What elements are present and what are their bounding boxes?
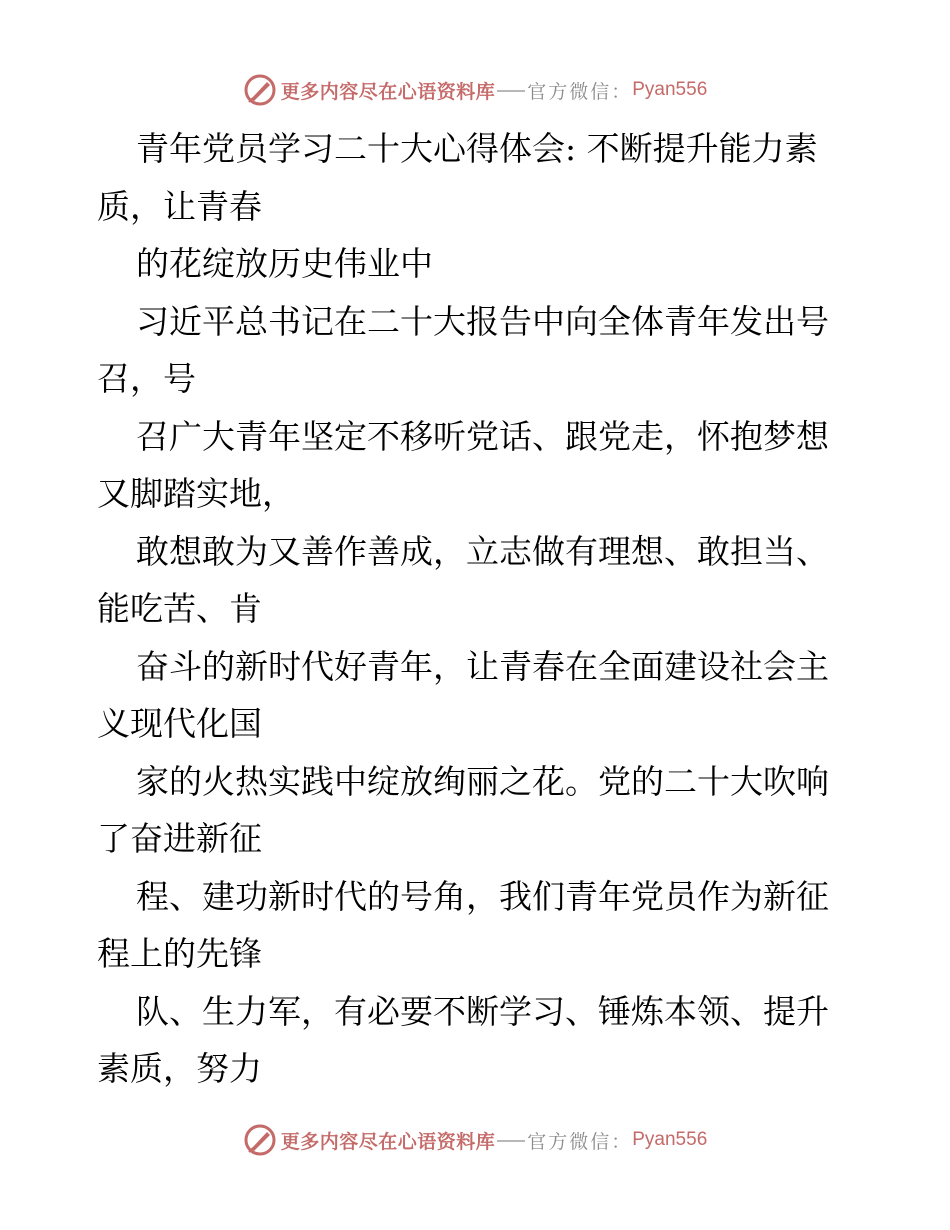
text-line: 敢想敢为又善作善成，立志做有理想、敢担当、 (136, 531, 829, 571)
text-line: 素质，努力 (97, 1049, 262, 1088)
watermark-main-text: 更多内容尽在心语资料库 (280, 1130, 496, 1153)
quill-logo-icon (243, 73, 277, 107)
text-line: 程、建功新时代的号角，我们青年党员作为新征 (136, 876, 829, 916)
text-line: 召广大青年坚定不移听党话、跟党走，怀抱梦想 (136, 416, 829, 456)
text-line: 能吃苦、肯 (97, 589, 262, 628)
watermark-separator (497, 90, 525, 92)
text-line: 了奋进新征 (97, 819, 262, 858)
text-line: 的花绽放历史伟业中 (136, 244, 433, 283)
watermark-sub-text: 官方微信： (527, 80, 633, 103)
text-line: 义现代化国 (97, 704, 262, 743)
text-line: 程上的先锋 (97, 934, 262, 973)
quill-logo-icon (243, 1123, 277, 1157)
text-line: 奋斗的新时代好青年，让青春在全面建设社会主 (136, 646, 829, 686)
watermark-id-text: Pyan556 (632, 79, 708, 100)
document-body (97, 120, 857, 1098)
header-watermark (0, 70, 950, 110)
text-line: 召，号 (97, 359, 196, 398)
text-line: 青年党员学习二十大心得体会: 不断提升能力素 (136, 129, 818, 168)
text-line: 习近平总书记在二十大报告中向全体青年发出号 (136, 301, 829, 341)
watermark-separator (497, 1140, 525, 1142)
text-line: 又脚踏实地， (97, 474, 295, 513)
footer-watermark (0, 1120, 950, 1160)
text-line: 质，让青春 (97, 186, 262, 226)
text-line: 队、生力军，有必要不断学习、锤炼本领、提升 (136, 991, 829, 1031)
text-line: 家的火热实践中绽放绚丽之花。党的二十大吹响 (136, 761, 829, 801)
watermark-id-text: Pyan556 (632, 1129, 708, 1150)
watermark-sub-text: 官方微信： (527, 1130, 633, 1153)
watermark-main-text: 更多内容尽在心语资料库 (280, 80, 496, 103)
